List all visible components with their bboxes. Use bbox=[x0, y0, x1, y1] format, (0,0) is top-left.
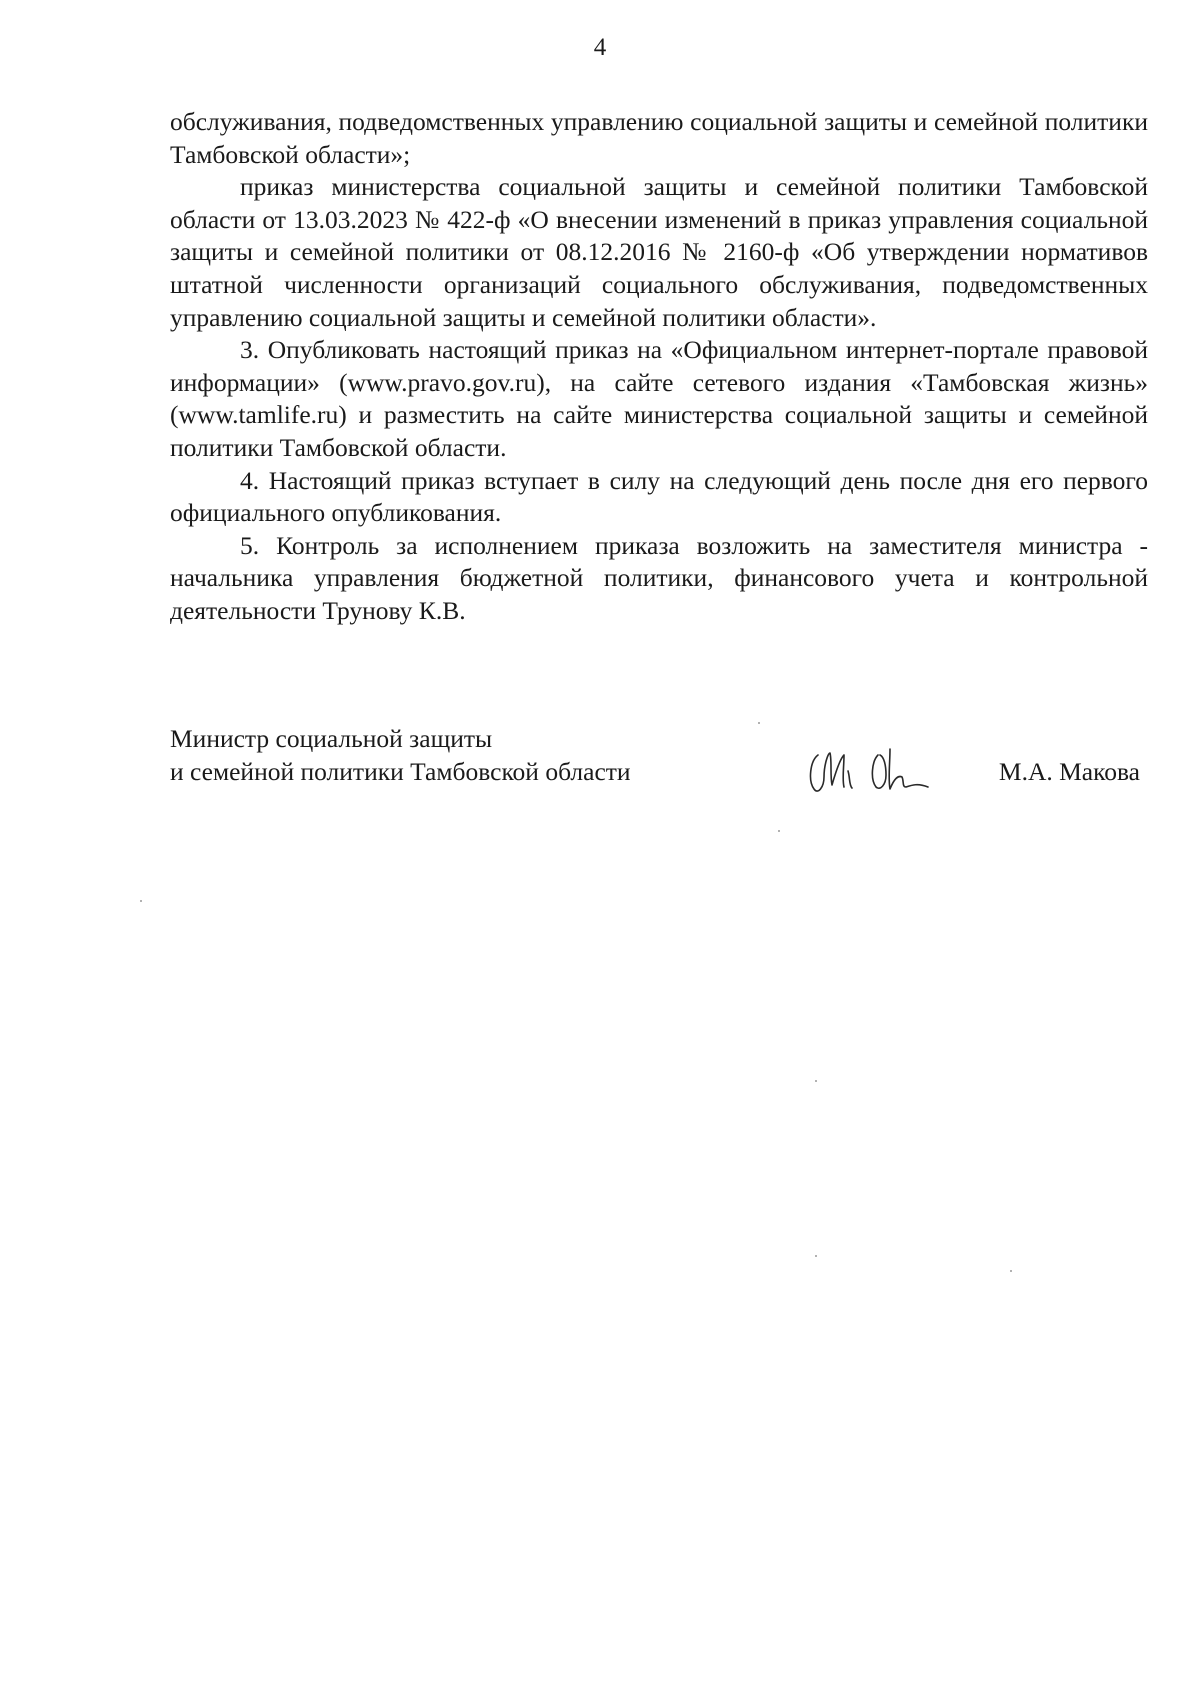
signatory-title-line-2: и семейной политики Тамбовской области bbox=[170, 756, 631, 786]
document-body bbox=[170, 106, 1148, 628]
paragraph-continuation: обслуживания, подведомственных управлению социальной защиты и семейной политики Тамбовской области»; bbox=[170, 107, 1148, 169]
signatory-name: М.А. Макова bbox=[998, 757, 1140, 786]
scan-speck bbox=[140, 900, 142, 902]
scan-speck bbox=[1010, 1270, 1012, 1272]
signatory-title-line-1: Министр социальной защиты bbox=[170, 724, 493, 753]
paragraph-order-reference: приказ министерства социальной защиты и семейной политики Тамбовской области от 13.03.2023 № 422-ф «О внесении изменений в приказ управления социальной защиты и семейной политики от 08.12.2016 № 2160-ф «Об утверждении нормативов штатной численности организаций социального обслуживания, подведомственных управлению социальной защиты и семейной политики области». bbox=[170, 172, 1148, 332]
scan-speck bbox=[815, 1255, 817, 1257]
scan-speck bbox=[778, 830, 780, 832]
signature-block bbox=[170, 723, 1148, 803]
paragraph-item-5: 5. Контроль за исполнением приказа возложить на заместителя министра - начальника управления бюджетной политики, финансового учета и контрольной деятельности Трунову К.В. bbox=[170, 530, 1148, 625]
paragraph-item-3: 3. Опубликовать настоящий приказ на «Официальном интернет-портале правовой информации» (www.pravo.gov.ru), на сайте сетевого издания «Тамбовская жизнь» (www.tamlife.ru) и разместить на сайте министерства социальной защиты и семейной политики Тамбовской области. bbox=[170, 335, 1148, 462]
scan-speck bbox=[758, 722, 760, 724]
signatory-title bbox=[170, 723, 730, 788]
scan-speck bbox=[815, 1080, 817, 1082]
paragraph-item-4: 4. Настоящий приказ вступает в силу на следующий день после дня его первого официального опубликования. bbox=[170, 465, 1148, 528]
handwritten-signature bbox=[800, 741, 945, 801]
page-number: 4 bbox=[593, 34, 607, 61]
